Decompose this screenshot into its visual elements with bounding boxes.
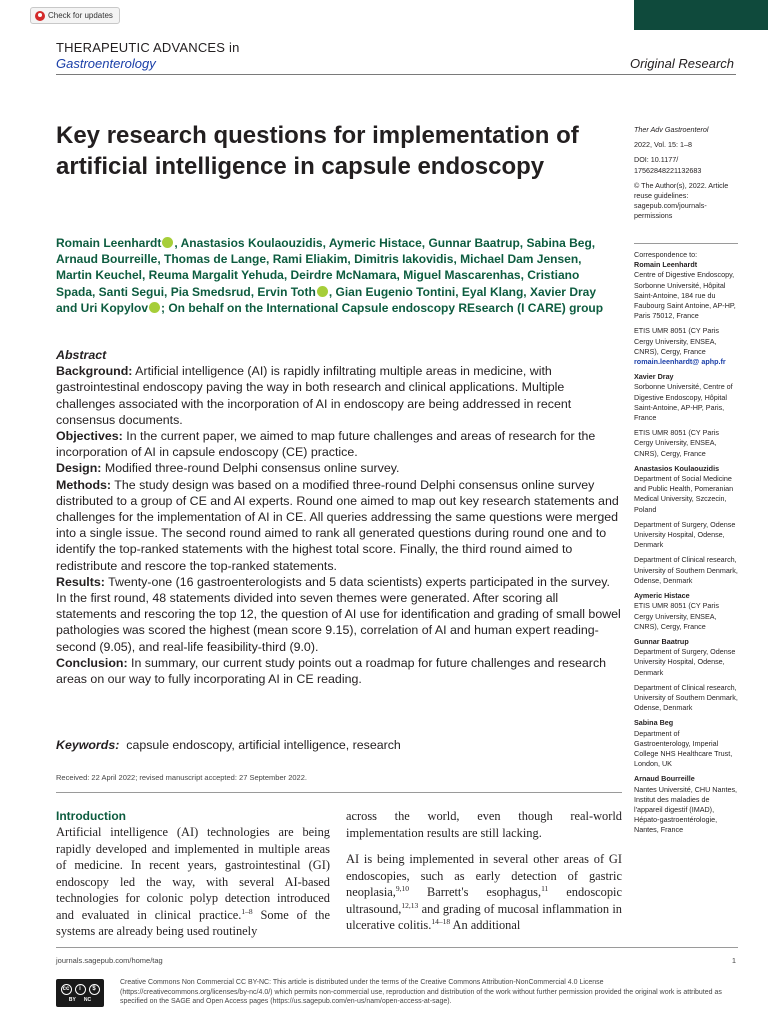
affiliation: Sorbonne Université, Centre of Digestive Endoscopy, Hôpital Saint-Antoine, AP-HP, Paris, France (634, 382, 733, 423)
introduction-heading: Introduction (56, 809, 126, 823)
author-names: , Anastasios Koulaouzidis, Aymeric Histace, Gunnar Baatrup, Sabina Beg, Arnaud Bourreille, Thomas de Lange, Rami Eliakim, Dimitris Iakovidis, Michael Dam Jensen, Martin Keuchel, Reuma Margalit Yehuda, Deirdre McNamara, Miguel Mascarenhas, Cristiano Spada, Santi Segui, Pia Smedsrud, Ervin Toth (56, 236, 596, 299)
author-name: Romain Leenhardt (56, 236, 162, 250)
received-date: Received: 22 April 2022; revised manuscript accepted: 27 September 2022. (56, 773, 307, 782)
body-divider (56, 792, 622, 793)
sidebar-volume: 2022, Vol. 15: 1–8 (634, 140, 692, 150)
journal-subtitle: Gastroenterology (56, 56, 156, 71)
sidebar-meta (634, 125, 738, 227)
update-badge-icon (35, 11, 45, 21)
header-divider (56, 74, 736, 75)
author-list (56, 235, 606, 316)
author-group: ; On behalf on the International Capsule endoscopy REsearch (I CARE) group (161, 300, 604, 315)
orcid-icon[interactable] (149, 302, 160, 313)
affiliation: Centre of Digestive Endoscopy, Sorbonne Université, Hôpital Saint-Antoine, 184 rue du Faubourg Saint Antoine, AP-HP, Paris 75012, France (634, 270, 736, 321)
cc-nc-label: NC (83, 996, 92, 1003)
affiliation: Department of Clinical research, University of Southern Denmark, Odense, Denmark (634, 555, 738, 585)
sidebar-journal: Ther Adv Gastroenterol (634, 125, 709, 134)
correspondence-label: Correspondence to: (634, 250, 698, 259)
keywords-text: capsule endoscopy, artificial intelligence, research (126, 738, 401, 752)
footer-divider (56, 947, 738, 948)
correspondence-name: Romain Leenhardt (634, 260, 698, 270)
body-column-left: Artificial intelligence (AI) technologies are being rapidly developed and implemented in multiple areas of medicine. In recent years, gastrointestinal (GI) endoscopy led the way, with several AI-based technologies for colonic polyp detection introduced and evaluated in clinical practice.$^{1-8}$ Some of the systems are already being used routinely (56, 825, 331, 938)
affiliation: Department of Social Medicine and Public Health, Pomeranian Medical University, Szczecin, Poland (634, 474, 734, 514)
author-name: Xavier Dray (634, 372, 674, 382)
affiliation: Department of Gastroenterology, Imperial College NHS Healthcare Trust, London, UK (634, 728, 733, 769)
body-column-right (346, 808, 622, 944)
article-title: Key research questions for implementation of artificial intelligence in capsule endoscopy (56, 122, 579, 180)
license-text: Creative Commons Non Commercial CC BY-NC: This article is distributed under the terms of the Creative Commons Attribution-NonCommercial 4.0 License (https://creativecommons.org/licenses/by-nc/4.0/) which permits non-commercial use, reproduction and distribution of the work without further permission provided the original work is attributed as specified on the SAGE and Open Access pages (https://us.sagepub.com/en-us/nam/open-access-at-sage). (120, 979, 722, 1005)
keywords-label: Keywords: (56, 738, 120, 752)
nc-dollar-icon: $ (89, 984, 100, 995)
by-person-icon: i (75, 984, 86, 995)
affiliation: Department of Clinical research, University of Southern Denmark, Odense, Denmark (634, 682, 738, 713)
journal-color-block (634, 0, 768, 30)
author-name: Gunnar Baatrup (634, 636, 689, 646)
orcid-icon[interactable] (162, 237, 173, 248)
sidebar-doi: DOI: 10.1177/ 17562848221132683 (634, 155, 702, 175)
abstract-conclusion: Conclusion: In summary, our current study points out a roadmap for future challenges and research areas on our way to fully incorporating AI in CE reading. (56, 655, 607, 687)
journal-url[interactable]: journals.sagepub.com/home/tag (56, 956, 163, 965)
affiliation: Department of Surgery, Odense University Hospital, Odense, Denmark (634, 647, 736, 677)
orcid-icon[interactable] (317, 286, 328, 297)
journal-name: THERAPEUTIC ADVANCES in (56, 40, 240, 55)
abstract-heading: Abstract (56, 348, 107, 362)
correspondence-email[interactable]: romain.leenhardt@ aphp.fr (634, 357, 726, 367)
abstract-design: Design: Modified three-round Delphi consensus online survey. (56, 461, 400, 476)
author-name: Aymeric Histace (634, 591, 690, 601)
affiliation: ETIS UMR 8051 (CY Paris Cergy University, ENSEA, CNRS), Cergy, France (634, 326, 719, 356)
affiliation: Nantes Université, CHU Nantes, Institut des maladies de l'appareil digestif (IMAD), Hépato-gastroentérologie, Nantes, France (634, 784, 738, 835)
abstract-results: Results: Twenty-one (16 gastroenterologists and 5 data scientists) experts participated in the survey. In the first round, 48 statements divided into seven themes were generated. After scoring all statements and rescoring the top 12, the question of AI use for identification and grading of small bowel pathologies was scored the highest (mean score 9.15), correlation of AI and human expert reading-second (9.05), and real-life feasibility-third (9.0). (56, 574, 621, 654)
cc-by-label: BY (68, 996, 76, 1003)
author-name: Sabina Beg (634, 718, 674, 728)
abstract-methods: Methods: The study design was based on a modified three-round Delphi consensus online survey distributed to a group of CE and AI experts. Round one aimed to map out key research statements and challenges for the implementation of AI in CE. All queries addressing the same questions were merged into a single issue. The second round aimed to rank all generated questions during round one and to identify the top-ranked statements with the highest total score. Finally, the third round aimed to redistribute and rescore the top-ranked statements. (56, 477, 619, 573)
article-type: Original Research (629, 56, 734, 71)
cc-icon: cc (61, 984, 72, 995)
abstract-objectives: Objectives: In the current paper, we aimed to map future challenges and areas of research for the incorporation of AI in capsule endoscopy (CE) practice. (56, 429, 596, 460)
affiliation: Department of Surgery, Odense University Hospital, Odense, Denmark (634, 519, 736, 550)
body-paragraph: AI is being implemented in several other areas of GI endoscopies, such as early detection of gastric neoplasia,$^{9,10}$ Barrett's esophagus,$^{11}$ endoscopic ultrasound,$^{12,13}$ and grading of mucosal inflammation in ulcerative colitis.$^{14-18}$ An additional (346, 852, 622, 932)
body-paragraph: across the world, even though real-world implementation results are still lacking. (346, 809, 622, 840)
sidebar-divider (634, 243, 738, 244)
abstract (56, 347, 621, 687)
creative-commons-badge[interactable] (56, 979, 104, 1007)
affiliation: ETIS UMR 8051 (CY Paris Cergy University, ENSEA, CNRS), Cergy, France (634, 601, 719, 631)
sidebar-copyright[interactable]: © The Author(s), 2022. Article reuse guidelines: sagepub.com/journals-permissions (634, 180, 729, 221)
page-number: 1 (731, 956, 736, 965)
author-names: , Gian Eugenio Tontini, Eyal Klang, Xavier Dray and Uri Kopylov (56, 284, 596, 315)
keywords (56, 738, 401, 752)
check-updates-label: Check for updates (48, 11, 113, 20)
author-name: Anastasios Koulaouzidis (634, 463, 720, 473)
abstract-background: Background: Artificial intelligence (AI) is rapidly infiltrating multiple areas in medicine, with gastrointestinal endoscopy paving the way in both research and clinical applications. Multiple challenges associated with the incorporation of AI in endoscopy are being addressed in recent consensus documents. (56, 364, 572, 427)
check-for-updates-button[interactable] (30, 7, 120, 24)
sidebar-correspondence (634, 250, 738, 841)
author-name: Arnaud Bourreille (634, 774, 695, 784)
affiliation: ETIS UMR 8051 (CY Paris Cergy University, ENSEA, CNRS), Cergy, France (634, 428, 719, 458)
